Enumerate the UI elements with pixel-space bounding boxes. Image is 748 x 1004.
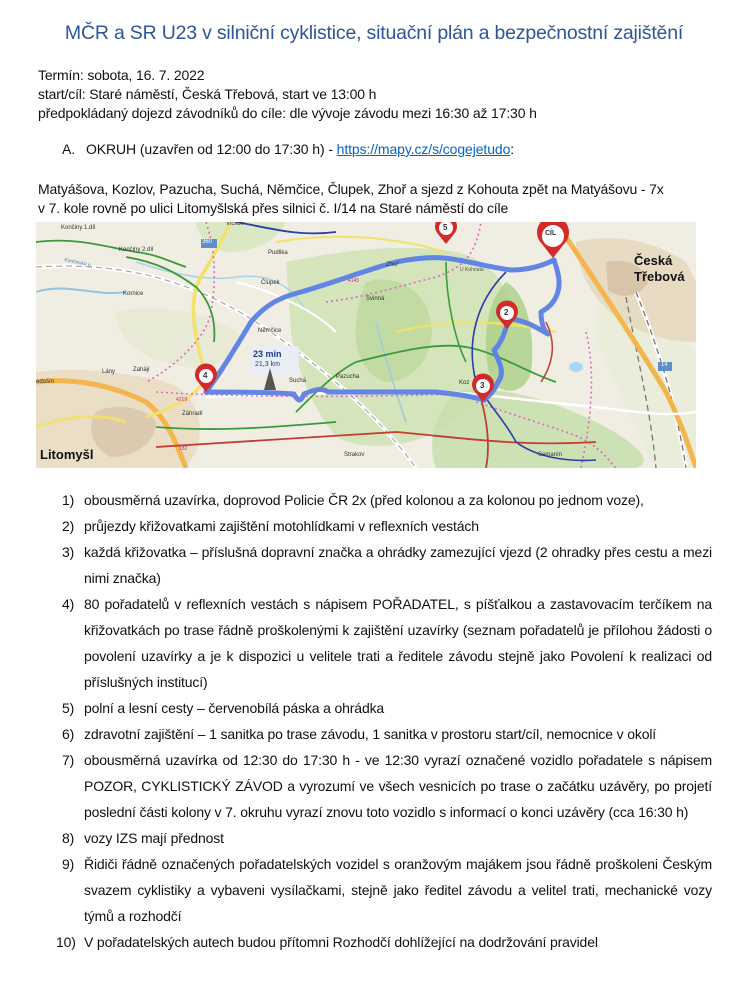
route-time: 23 min xyxy=(253,349,282,359)
place-zahaji: Zahájí xyxy=(133,367,150,373)
marker-finish-label[interactable]: CÍL xyxy=(545,230,557,237)
place-pudlika: Pudlika xyxy=(268,250,288,256)
place-semanin: Semanín xyxy=(538,452,563,458)
safety-measures-list xyxy=(56,487,712,955)
stream-koncinsky: Končinský p. xyxy=(63,257,93,269)
page-title: MČR a SR U23 v silniční cyklistice, situační plán a bezpečnostní zajištění xyxy=(64,22,684,44)
place-ceska: Česká xyxy=(634,253,673,268)
section-a-suffix: : xyxy=(510,141,515,157)
list-item: 7) obousměrná uzavírka od 12:30 do 17:30 h - ve 12:30 vyrazí označené vozidlo pořadatele s nápisem POZOR, CYKLISTICKÝ ZÁVOD a vyrozumí ve všech vesnicích po trase o začátku uzávěry, po projetí poslední části kolony v 7. okruhu vyrazí znovu toto vozidlo s informací o konci uzávěry (cca 16:30 h) xyxy=(62,752,712,820)
section-a-marker: A. xyxy=(62,141,76,157)
place-strakov: Strakov xyxy=(344,452,365,458)
place-nemcice: Němčice xyxy=(258,328,282,334)
list-item: 6) zdravotní zajištění – 1 sanitka po trase závodu, 1 sanitka v prostoru start/cíl, nemocnice v okolí xyxy=(62,726,657,742)
place-sucha: Suchá xyxy=(289,378,307,384)
list-item: 10) V pořadatelských autech budou přítomni Rozhodčí dohlížející na dodržování pravidel xyxy=(56,934,598,950)
place-zhor: Zhoř xyxy=(386,262,399,268)
route-map-link[interactable]: https://mapy.cz/s/cogejetudo xyxy=(336,141,511,157)
route-description-line-1: Matyášova, Kozlov, Pazucha, Suchá, Němčice, Člupek, Zhoř a sjezd z Kohouta zpět na Matyášovu - 7x xyxy=(38,181,664,197)
place-kornice: Kornice xyxy=(123,291,144,297)
info-expected-arrival: předpokládaný dojezd závodníků do cíle: dle vývoje závodu mezi 16:30 až 17:30 h xyxy=(38,105,537,121)
road-14: 14 xyxy=(661,362,668,368)
list-item: 9) Řidiči řádně označených pořadatelských vozidel s oranžovým majákem jsou řádně proškoleni Českým svazem cyklistiky a vybaveni vysílačkami, stejně jako ředitel závodu a velitel trati, mechanické vozy týmů a rozhodčí xyxy=(62,856,712,924)
place-litomysl: Litomyšl xyxy=(40,447,94,462)
place-svinna: Svinná xyxy=(366,296,385,302)
marker-4-label[interactable]: 4 xyxy=(203,371,208,380)
list-item: 5) polní a lesní cesty – červenobílá páska a ohrádka xyxy=(62,700,385,716)
route-map[interactable] xyxy=(36,222,696,468)
section-a-heading xyxy=(62,141,514,157)
route-distance: 21,3 km xyxy=(255,361,280,368)
list-item: 1) obousměrná uzavírka, doprovod Policie ČR 2x (před kolonou a za kolonou po jednom voze), xyxy=(62,492,644,508)
map-canvas xyxy=(36,222,696,468)
place-vlckov: Vlčkov xyxy=(226,222,244,227)
section-a-text: OKRUH (uzavřen od 12:00 do 17:30 h) - xyxy=(86,141,337,157)
list-item: 4) 80 pořadatelů v reflexních vestách s nápisem POŘADATEL, s píšťalkou a zastavovacím terčíkem na křižovatkách po trase řádně proškolenými k zajištění uzavírky (seznam pořadatelů je přílohou žádosti o povolení uzavírky a je k dispozici u velitele trati a ředitele závodu stejně jako Povolení k realizaci od příslušných institucí) xyxy=(62,596,712,690)
info-date: Termín: sobota, 16. 7. 2022 xyxy=(38,67,205,83)
place-koz: Koz xyxy=(459,380,470,386)
place-pazucha: Pazucha xyxy=(336,374,360,380)
road-360: 360 xyxy=(202,239,213,245)
road-182: 182 xyxy=(179,446,188,452)
road-4219: 4219 xyxy=(176,397,188,403)
road-4145: 4145 xyxy=(348,278,360,284)
marker-5-label[interactable]: 5 xyxy=(443,223,448,232)
marker-2-label[interactable]: 2 xyxy=(504,308,509,317)
place-konciny-1: Končiny 1.díl xyxy=(61,225,96,231)
place-u-kohouta: U Kohouta xyxy=(460,267,484,273)
place-edosin: edošín xyxy=(36,379,55,385)
info-start-finish: start/cíl: Staré náměstí, Česká Třebová, start ve 13:00 h xyxy=(38,86,377,102)
place-clupek: Člupek xyxy=(261,280,280,286)
place-konciny-2: Končiny 2.díl xyxy=(119,247,154,253)
list-item: 8) vozy IZS mají přednost xyxy=(62,830,224,846)
list-item: 3) každá křižovatka – příslušná dopravní značka a ohrádky zamezující vjezd (2 ohradky přes cestu a mezi nimi značka) xyxy=(62,544,712,586)
marker-3-label[interactable]: 3 xyxy=(480,381,485,390)
place-trebova: Třebová xyxy=(634,269,685,284)
list-item: 2) průjezdy křižovatkami zajištění motohlídkami v reflexních vestách xyxy=(62,518,479,534)
route-description-line-2: v 7. kole rovně po ulici Litomyšlská přes silnici č. I/14 na Staré náměstí do cíle xyxy=(38,200,509,216)
place-lany: Lány xyxy=(102,369,116,375)
place-zahradi: Záhradí xyxy=(182,411,203,417)
